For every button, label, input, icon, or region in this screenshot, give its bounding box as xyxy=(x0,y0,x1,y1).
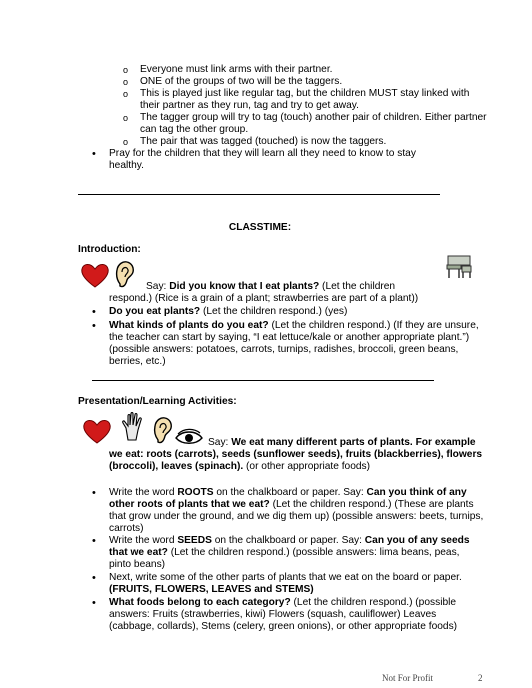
list-item: • Do you eat plants? (Let the children respond.) (yes) xyxy=(92,306,348,318)
heart-icon xyxy=(82,418,112,444)
hand-icon xyxy=(120,412,146,442)
presentation-say-line1: Say: We eat many different parts of plants. For example xyxy=(208,437,476,448)
list-item: o This is played just like regular tag, but the children MUST stay linked with their partner as they run, tag and try to get away. xyxy=(123,88,470,111)
list-item: • Write the word ROOTS on the chalkboard or paper. Say: Can you think of any other roots of plants that we eat? (Let the children respond.) (These are plants that grow under the ground, and we dig them up) (possible answers: beets, turnips, carrots) xyxy=(92,487,484,534)
pray-bullet: • Pray for the children that they will learn all they need to know to stay healthy. xyxy=(92,148,416,171)
desk-icon xyxy=(444,252,474,280)
intro-say-line2: respond.) (Rice is a grain of a plant; strawberries are part of a plant)) xyxy=(109,293,419,304)
list-item: • Write the word SEEDS on the chalkboard or paper. Say: Can you of any seeds that we eat? (Let the children respond.) (possible answers: lima beans, peas, pinto beans) xyxy=(92,535,470,570)
ear-icon xyxy=(114,260,136,290)
eye-icon xyxy=(174,428,204,446)
divider xyxy=(92,380,434,381)
divider xyxy=(78,194,440,195)
intro-say-line1: Say: Did you know that I eat plants? (Let the children xyxy=(146,281,396,292)
list-item: o ONE of the groups of two will be the taggers. xyxy=(123,76,343,87)
page-title: CLASSTIME: xyxy=(228,222,292,233)
list-item: • What kinds of plants do you eat? (Let the children respond.) (If they are unsure, the teacher can start by saying, “I eat lettuce/kale or another appropriate plant.”) (possible answers: potatoes, carrots, turnips, radishes, broccoli, green beans, berries, etc.) xyxy=(92,320,479,367)
list-item: • What foods belong to each category? (Let the children respond.) (possible answers: Fruits (strawberries, kiwi) Flowers (squash, cauliflower) Leaves (cabbage, collards), Stems (celery, green onions), or other appropriate foods) xyxy=(92,597,458,632)
presentation-say-line2: we eat: roots (carrots), seeds (sunflower seeds), fruits (blackberries), flowers (broccoli), leaves (spinach). (or other appropriate foods) xyxy=(109,449,483,472)
list-item: o The tagger group will try to tag (touch) another pair of children. Either partner can tag the other group. xyxy=(123,112,487,135)
heart-icon xyxy=(80,262,110,288)
page-number: 2 xyxy=(478,673,483,683)
ear-icon xyxy=(152,416,174,446)
list-item: o The pair that was tagged (touched) is now the taggers. xyxy=(123,136,387,147)
footer-text: Not For Profit xyxy=(382,673,434,683)
presentation-heading: Presentation/Learning Activities: xyxy=(78,396,237,407)
introduction-heading: Introduction: xyxy=(78,244,141,255)
list-item: o Everyone must link arms with their partner. xyxy=(123,64,333,75)
list-item: • Next, write some of the other parts of plants that we eat on the board or paper. (FRUITS, FLOWERS, LEAVES and STEMS) xyxy=(92,572,462,595)
